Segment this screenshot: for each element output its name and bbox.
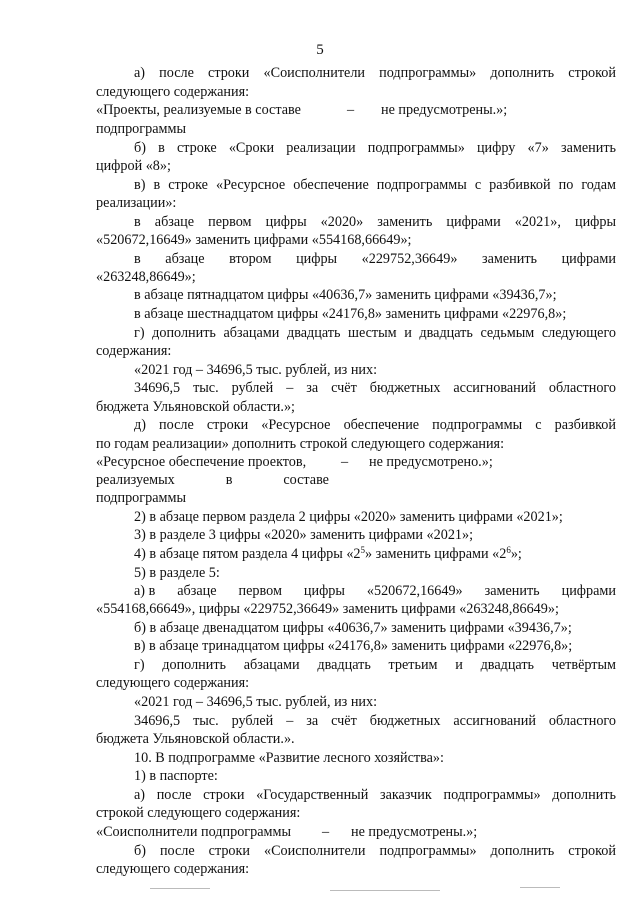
paragraph-line: в) в абзаце тринадцатом цифры «24176,8» заменить цифрами «22976,8»; [134,638,573,654]
paragraph-line: б) после строки «Соисполнители подпрограммы» дополнить строкой [134,843,616,859]
table-cell-label: «Проекты, реализуемые в составе [96,102,301,118]
paragraph-line: «520672,16649» заменить цифрами «554168,66649»; [96,232,412,248]
word: в [225,472,233,488]
word: цифрами [561,583,616,599]
paragraph-line: б) в строке «Сроки реализации подпрограммы» цифру «7» заменить [134,140,616,156]
paragraph-line: д) после строки «Ресурсное обеспечение подпрограммы с разбивкой [134,417,616,433]
paragraph-line: г) дополнить абзацами двадцать шестым и двадцать седьмым следующего [134,325,616,341]
word: «520672,16649» [366,583,463,599]
word: заменить [481,251,538,267]
table-cell-dash: – [322,824,330,840]
paragraph-line: по годам реализации» дополнить строкой следующего содержания: [96,436,505,452]
paragraph-line: а) после строки «Государственный заказчик подпрограммы» дополнить [134,787,616,803]
word: заменить [484,583,540,599]
paragraph-line: а) после строки «Соисполнители подпрограммы» дополнить строкой [134,65,616,81]
word: в [134,251,141,267]
table-cell-label: «Ресурсное обеспечение проектов, [96,454,307,470]
table-cell-label: «Соисполнители подпрограммы [96,824,291,840]
table-cell-label: подпрограммы [96,490,186,506]
section-heading: 10. В подпрограмме «Развитие лесного хозяйства»: [134,750,444,766]
word: а) в [134,583,156,599]
text-run: »; [510,546,522,562]
paragraph-line: цифрой «8»; [96,158,171,174]
paragraph-line: б) в абзаце двенадцатом цифры «40636,7» заменить цифрами «39436,7»; [134,620,572,636]
table-cell-value: не предусмотрены.»; [351,824,478,840]
word: цифрами [561,251,616,267]
paragraph-line: в абзаце шестнадцатом цифры «24176,8» заменить цифрами «22976,8»; [134,306,567,322]
word: цифры [296,251,338,267]
paragraph-line [134,545,616,563]
paragraph-line: в абзаце пятнадцатом цифры «40636,7» заменить цифрами «39436,7»; [134,287,557,303]
paragraph-line: реализации»: [96,195,177,211]
paragraph-line: бюджета Ульяновской области.»; [96,399,295,415]
word: абзаце [177,583,217,599]
scan-artifact [150,888,210,889]
paragraph-line: 3) в разделе 3 цифры «2020» заменить цифрами «2021»; [134,527,474,543]
word: первом [238,583,282,599]
paragraph-line: «2021 год – 34696,5 тыс. рублей, из них: [134,362,378,378]
scan-artifact [330,890,440,891]
paragraph-line: строкой следующего содержания: [96,805,301,821]
text-run: 4) в абзаце пятом раздела 4 цифры «2 [134,546,361,562]
word: цифры [303,583,345,599]
text-run: » заменить цифрами «2 [365,546,507,562]
paragraph-line: 1) в паспорте: [134,768,218,784]
paragraph-line: 34696,5 тыс. рублей – за счёт бюджетных ассигнований областного [134,713,616,729]
table-cell-value: не предусмотрено.»; [369,454,493,470]
table-cell-label: подпрограммы [96,121,186,137]
superscript: 6 [506,545,511,555]
page-number: 5 [316,42,324,58]
paragraph-line: «263248,86649»; [96,269,196,285]
paragraph-line: 5) в разделе 5: [134,565,220,581]
table-cell-value: не предусмотрены.»; [381,102,508,118]
paragraph-line: следующего содержания: [96,675,250,691]
paragraph-line: 34696,5 тыс. рублей – за счёт бюджетных ассигнований областного [134,380,616,396]
word: абзаце [165,251,205,267]
superscript: 5 [360,545,366,555]
word: реализуемых [96,472,175,488]
paragraph-line: в) в строке «Ресурсное обеспечение подпрограммы с разбивкой по годам [134,177,616,193]
paragraph-line: содержания: [96,343,172,359]
word: составе [283,472,329,488]
paragraph-line: следующего содержания: [96,84,250,100]
paragraph-line: в абзаце первом цифры «2020» заменить цифрами «2021», цифры [134,214,616,230]
paragraph-line: следующего содержания: [96,861,250,877]
paragraph-line-spread [134,582,616,600]
table-cell-dash: – [341,454,349,470]
paragraph-line: «2021 год – 34696,5 тыс. рублей, из них: [134,694,378,710]
paragraph-line: «554168,66649», цифры «229752,36649» заменить цифрами «263248,86649»; [96,601,559,617]
word: «229752,36649» [361,251,458,267]
paragraph-line: бюджета Ульяновской области.». [96,731,295,747]
paragraph-line: 2) в абзаце первом раздела 2 цифры «2020» заменить цифрами «2021»; [134,509,563,525]
table-cell-dash: – [347,102,355,118]
word: втором [229,251,272,267]
scan-artifact [520,887,560,888]
table-cell-label-spread [96,471,329,489]
paragraph-line: г) дополнить абзацами двадцать третьим и двадцать четвёртым [134,657,616,673]
paragraph-line-spread [134,250,616,268]
